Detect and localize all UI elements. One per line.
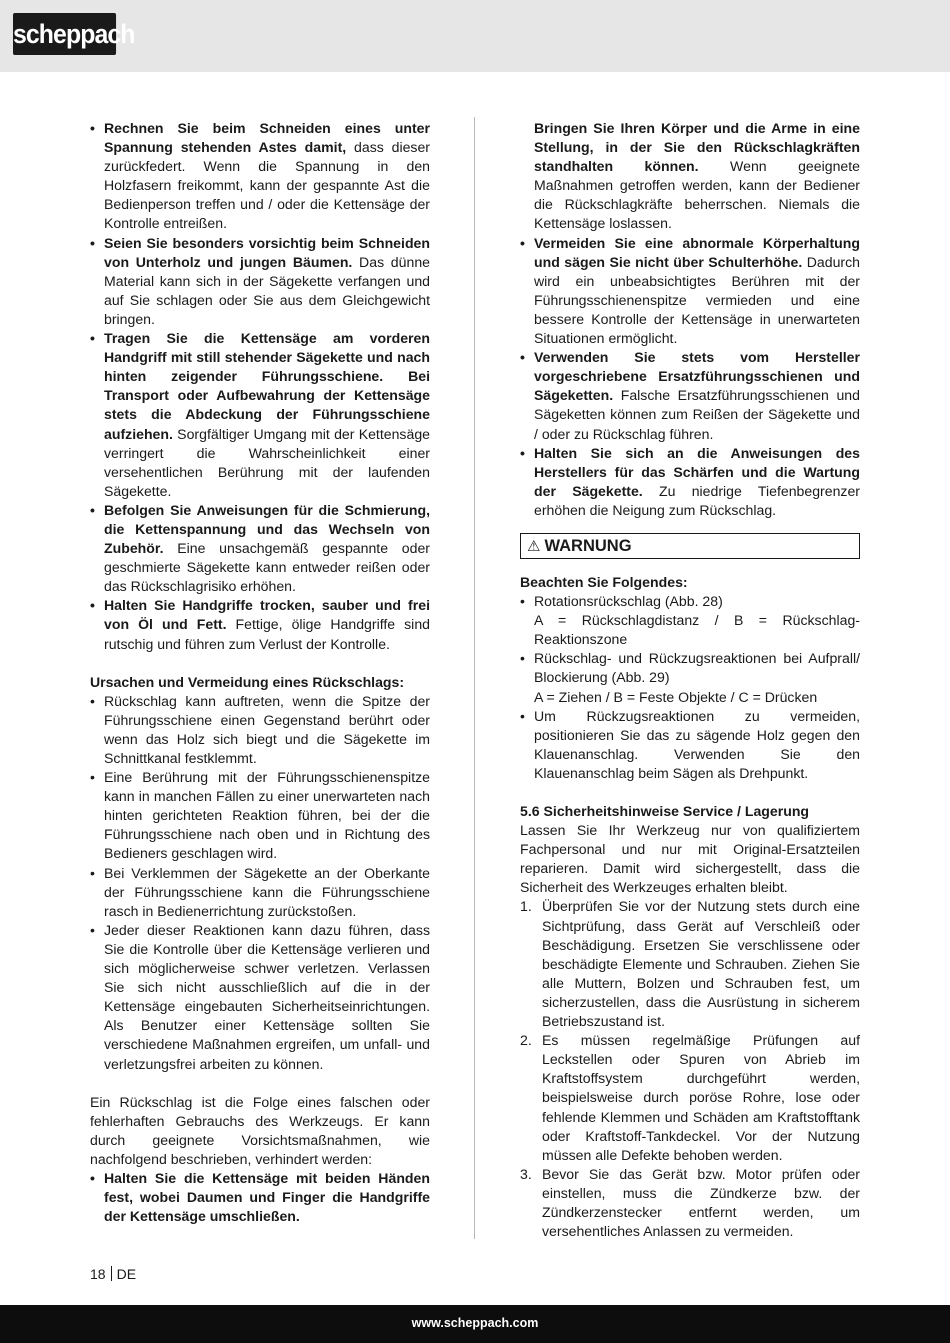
bullet-text: Falsche Ersatzführungsschienen und Sägeketten können zum Reißen der Sägekette und / oder zu Rückschlag führen. (534, 387, 860, 442)
left-column (90, 119, 430, 1226)
list-item (90, 1169, 430, 1226)
header-bar (0, 0, 950, 72)
bullet-bold: Halten Sie sich an die Anweisungen des Herstellers für das Schärfen und die Wartung der Sägekette. (534, 444, 860, 499)
warning-label: WARNUNG (544, 536, 632, 555)
list-item (520, 444, 860, 520)
bullet-text: dass dieser zurückfedert. Wenn die Spannung in den Holzfasern freikommt, kann der gespannte Ast die Bedienperson treffen und / oder die Kettensäge der Kontrolle entreißen. (104, 139, 430, 232)
list-number: 3. (520, 1165, 532, 1182)
list-text: Überprüfen Sie vor der Nutzung stets durch eine Sichtprüfung, dass Gerät auf Verschleiß oder Beschädigung. Ersetzen Sie verschlissene oder beschädigte Elemente und Schrauben. Ziehen Sie alle Muttern, Bolzen und Schrauben fest, um sicherzustellen, dass die Ausrüstung in sicherem Betriebszustand ist. (542, 898, 860, 1030)
list-item: • Jeder dieser Reaktionen kann dazu führen, dass Sie die Kontrolle über die Kettensäge verlieren und sich möglicherweise schwer verletzen. Verlassen Sie sich nicht ausschließlich auf die in der Kettensäge eingebauten Sicherheitseinrichtungen. Als Benutzer einer Kettensäge sollten Sie verschiedene Maßnahmen ergreifen, um unfall- und verletzungsfrei arbeiten zu können. (90, 921, 430, 1074)
list-item (520, 348, 860, 443)
list-item (90, 119, 430, 234)
page-number (90, 1265, 136, 1283)
kickback-heading: Ursachen und Vermeidung eines Rückschlags: (90, 673, 405, 690)
section-paragraph: Lassen Sie Ihr Werkzeug nur von qualifiziertem Fachpersonal und nur mit Original-Ersatzteilen reparieren. Damit wird sichergestellt, dass die Sicherheit des Werkzeuges erhalten bleibt. (520, 822, 860, 896)
list-item: • Bei Verklemmen der Sägekette an der Oberkante der Führungsschiene kann die Führungsschiene rasch in Bedienerrichtung zurückstoßen. (90, 864, 430, 921)
note-line: • Um Rückzugsreaktionen zu vermeiden, positionieren Sie das zu sägende Holz gegen den Klauenanschlag. Verwenden Sie den Klauenanschlag beim Sägen als Drehpunkt. (534, 707, 860, 781)
bullet-text: Fettige, ölige Handgriffe sind rutschig und führen zum Verlust der Kontrolle. (104, 616, 430, 652)
kickback-list (90, 692, 430, 1074)
safety-bullet-list (90, 119, 430, 654)
precaution-list (90, 1169, 430, 1226)
note-subline: A = Rückschlagdistanz / B = Rückschlag-Reaktionszone (534, 612, 860, 648)
bullet-text: Wenn geeignete Maßnahmen getroffen werden, kann der Bediener die Rückschlagkräfte beherrschen. Niemals die Kettensäge loslassen. (534, 158, 860, 232)
bullet-text: Sorgfältiger Umgang mit der Kettensäge verringert die Wahrscheinlichkeit einer versehentlichen Berührung mit der laufenden Sägekette. (104, 425, 430, 499)
bullet-bold: Verwenden Sie stets vom Hersteller vorgeschriebene Ersatzführungsschienen und Sägeketten. (534, 349, 860, 404)
list-item (520, 592, 860, 649)
list-text: Es müssen regelmäßige Prüfungen auf Leckstellen oder Spuren von Abrieb im Kraftstoffsystem durchgeführt werden, beispielsweise durch poröse Rohre, lose oder fehlende Klemmen und Schäden am Kraftstofftank oder Kraftstoff-Tankdeckel. Vor der Nutzung müssen alle Defekte behoben werden. (542, 1032, 860, 1163)
warning-triangle-icon: ⚠ (527, 537, 541, 555)
website-link[interactable]: www.scheppach.com (411, 1316, 539, 1330)
list-item (90, 234, 430, 329)
bullet-text: Zu niedrige Tiefenbegrenzer erhöhen die Neigung zum Rückschlag. (534, 482, 860, 518)
list-number: 1. (520, 898, 532, 915)
bullet-bold: Tragen Sie die Kettensäge am vorderen Handgriff mit still stehender Sägekette und nach hinten zeigender Führungsschiene. Bei Transport oder Aufbewahrung der Kettensäge stets die Abdeckung der Führungsschiene aufziehen. (104, 330, 430, 442)
note-line: • Rotationsrückschlag (Abb. 28) (534, 593, 723, 610)
list-item (520, 649, 860, 706)
list-item (90, 329, 430, 501)
bullet-bold: Vermeiden Sie eine abnormale Körperhaltung und sägen Sie nicht über Schulterhöhe. (534, 234, 860, 270)
list-item (90, 501, 430, 596)
bullet-text: Das dünne Material kann sich in der Sägekette verfangen und auf Sie schlagen oder Sie aus dem Gleichgewicht bringen. (104, 253, 430, 327)
bullet-text: Eine unsachgemäß gespannte oder geschmierte Sägekette kann entweder reißen oder das Rückschlagrisiko erhöhen. (104, 540, 430, 595)
bullet-bold: Halten Sie die Kettensäge mit beiden Händen fest, wobei Daumen und Finger die Handgriffe der Kettensäge umschließen. (104, 1169, 430, 1225)
footer-bar (0, 1305, 950, 1343)
note-list (520, 592, 860, 783)
page-number-value: 18 (90, 1266, 106, 1282)
list-item: • Eine Berührung mit der Führungsschienenspitze kann in manchen Fällen zu einer unerwarteten nach hinten gerichteten Reaktion führen, bei der die Führungsschiene nach oben und in Richtung des Bedieners geschlagen wird. (90, 768, 430, 863)
bullet-bold: Befolgen Sie Anweisungen für die Schmierung, die Kettenspannung und das Wechseln von Zubehör. (104, 501, 430, 557)
kickback-paragraph: Ein Rückschlag ist die Folge eines falschen oder fehlerhaften Gebrauchs des Werkzeugs. Er kann durch geeignete Vorsichtsmaßnahmen, wie nachfolgend beschrieben, verhindert werden: (90, 1093, 430, 1167)
list-item (520, 1031, 860, 1165)
continued-bullet (520, 119, 860, 234)
list-item (520, 897, 860, 1031)
safety-bullet-list (520, 234, 860, 520)
bullet-bold: Bringen Sie Ihren Körper und die Arme in eine Stellung, in der Sie den Rückschlagkräften standhalten können. (534, 120, 860, 175)
separator (111, 1266, 112, 1281)
bullet-bold: Seien Sie besonders vorsichtig beim Schneiden von Unterholz und jungen Bäumen. (104, 234, 430, 270)
language-code: DE (116, 1266, 137, 1282)
note-line: • Rückschlag- und Rückzugsreaktionen bei Aufprall/ Blockierung (Abb. 29) (534, 650, 860, 686)
list-item: • Rückschlag kann auftreten, wenn die Spitze der Führungsschiene einen Gegenstand berührt oder wenn das Holz sich biegt und die Sägekette im Schnittkanal festklemmt. (90, 692, 430, 768)
bullet-bold: Rechnen Sie beim Schneiden eines unter Spannung stehenden Astes damit, (104, 120, 430, 156)
list-number: 2. (520, 1032, 532, 1049)
list-text: Bevor Sie das Gerät bzw. Motor prüfen oder einstellen, muss die Zündkerze bzw. der Zündkerzenstecker entfernt werden, um versehentliches Anlassen zu vermeiden. (542, 1165, 860, 1240)
list-item (90, 596, 430, 653)
section-heading: 5.6 Sicherheitshinweise Service / Lagerung (520, 803, 810, 819)
right-column (520, 119, 860, 1241)
list-item (520, 234, 860, 349)
bullet-bold: Halten Sie Handgriffe trocken, sauber und frei von Öl und Fett. (104, 597, 430, 633)
scheppach-logo: scheppach (13, 13, 116, 55)
numbered-list (520, 897, 860, 1241)
note-subline: A = Ziehen / B = Feste Objekte / C = Drücken (534, 688, 818, 705)
bullet-text: Dadurch wird ein unbeabsichtigtes Berühren mit der Führungsschienenspitze vermieden und eine bessere Kontrolle der Kettensäge in unerwarteten Situationen ermöglicht. (534, 253, 860, 347)
list-item (520, 1165, 860, 1241)
list-item (520, 707, 860, 783)
warning-box (520, 533, 860, 559)
note-heading: Beachten Sie Folgendes: (520, 573, 688, 590)
column-divider (474, 117, 475, 1239)
